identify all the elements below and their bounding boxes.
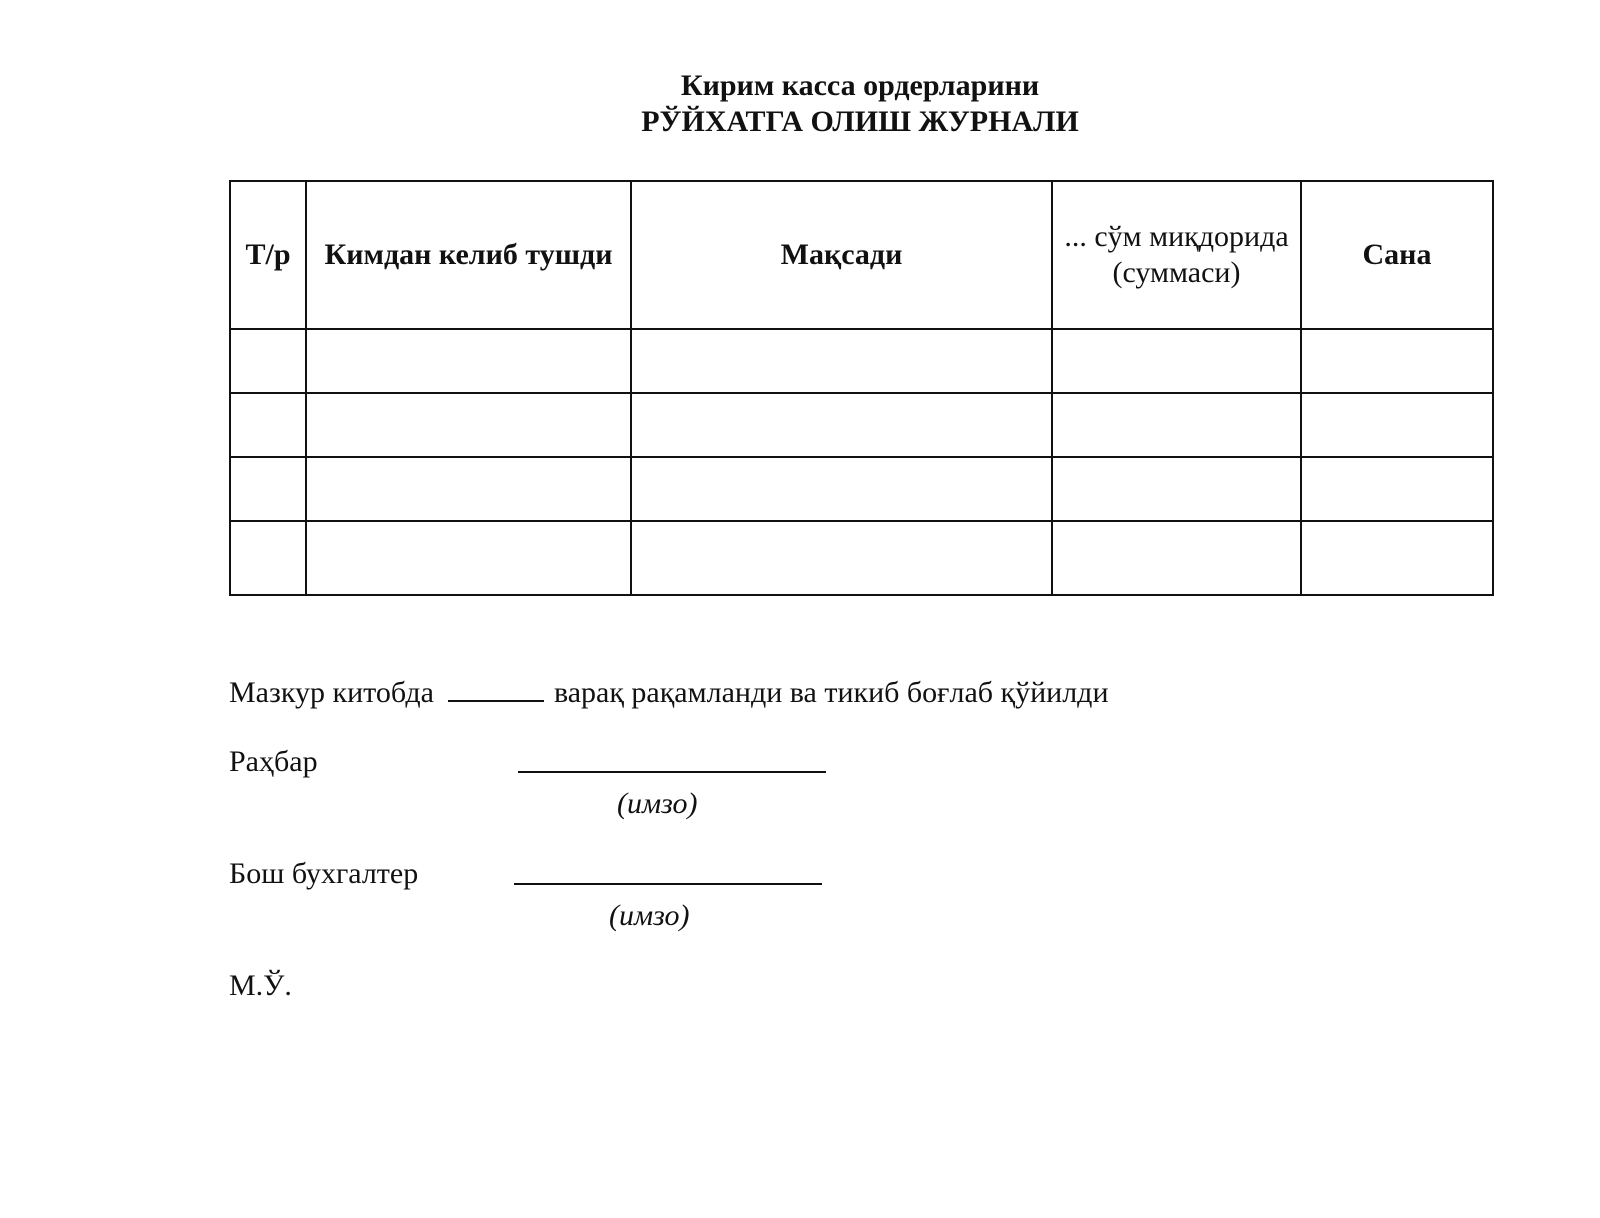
cell-purpose[interactable]	[631, 329, 1052, 393]
cell-number[interactable]	[230, 393, 306, 457]
header-amount-line1: ... сўм миқдорида	[1064, 220, 1289, 253]
cell-date[interactable]	[1301, 329, 1493, 393]
cell-from-whom[interactable]	[306, 329, 631, 393]
cell-amount[interactable]	[1052, 521, 1301, 595]
cell-amount[interactable]	[1052, 393, 1301, 457]
table-row	[230, 457, 1493, 521]
cell-from-whom[interactable]	[306, 521, 631, 595]
table-header-row	[230, 181, 1493, 329]
chief-accountant-signature-line[interactable]	[514, 883, 822, 885]
header-amount-line2: (суммаси)	[1112, 256, 1241, 289]
header-from-whom: Кимдан келиб тушди	[306, 181, 631, 329]
document-title-line1: Кирим касса ордерларини	[680, 69, 1040, 102]
manager-label: Раҳбар	[229, 745, 318, 778]
binding-note-after: варақ рақамланди ва тикиб боғлаб қўйилди	[553, 676, 1109, 709]
binding-note	[229, 674, 1109, 711]
cell-number[interactable]	[230, 457, 306, 521]
cell-amount[interactable]	[1052, 457, 1301, 521]
cell-purpose[interactable]	[631, 457, 1052, 521]
page-count-blank[interactable]	[448, 674, 544, 702]
chief-accountant-signature-caption: (имзо)	[609, 899, 690, 932]
cell-number[interactable]	[230, 329, 306, 393]
journal-table	[229, 180, 1494, 596]
document-title-line2: РЎЙХАТГА ОЛИШ ЖУРНАЛИ	[641, 105, 1079, 138]
cell-date[interactable]	[1301, 457, 1493, 521]
cell-purpose[interactable]	[631, 393, 1052, 457]
cell-purpose[interactable]	[631, 521, 1052, 595]
cell-from-whom[interactable]	[306, 393, 631, 457]
header-date: Сана	[1301, 181, 1493, 329]
table-row	[230, 329, 1493, 393]
cell-amount[interactable]	[1052, 329, 1301, 393]
cell-date[interactable]	[1301, 521, 1493, 595]
stamp-label: М.Ў.	[229, 969, 292, 1002]
chief-accountant-label: Бош бухгалтер	[229, 857, 419, 890]
cell-date[interactable]	[1301, 393, 1493, 457]
manager-signature-caption: (имзо)	[617, 787, 698, 820]
manager-signature-line[interactable]	[518, 771, 826, 773]
table-row	[230, 393, 1493, 457]
binding-note-before: Мазкур китобда	[229, 676, 434, 709]
cell-number[interactable]	[230, 521, 306, 595]
cell-from-whom[interactable]	[306, 457, 631, 521]
header-amount	[1052, 181, 1301, 329]
table-row	[230, 521, 1493, 595]
header-purpose: Мақсади	[631, 181, 1052, 329]
header-number: Т/р	[230, 181, 306, 329]
